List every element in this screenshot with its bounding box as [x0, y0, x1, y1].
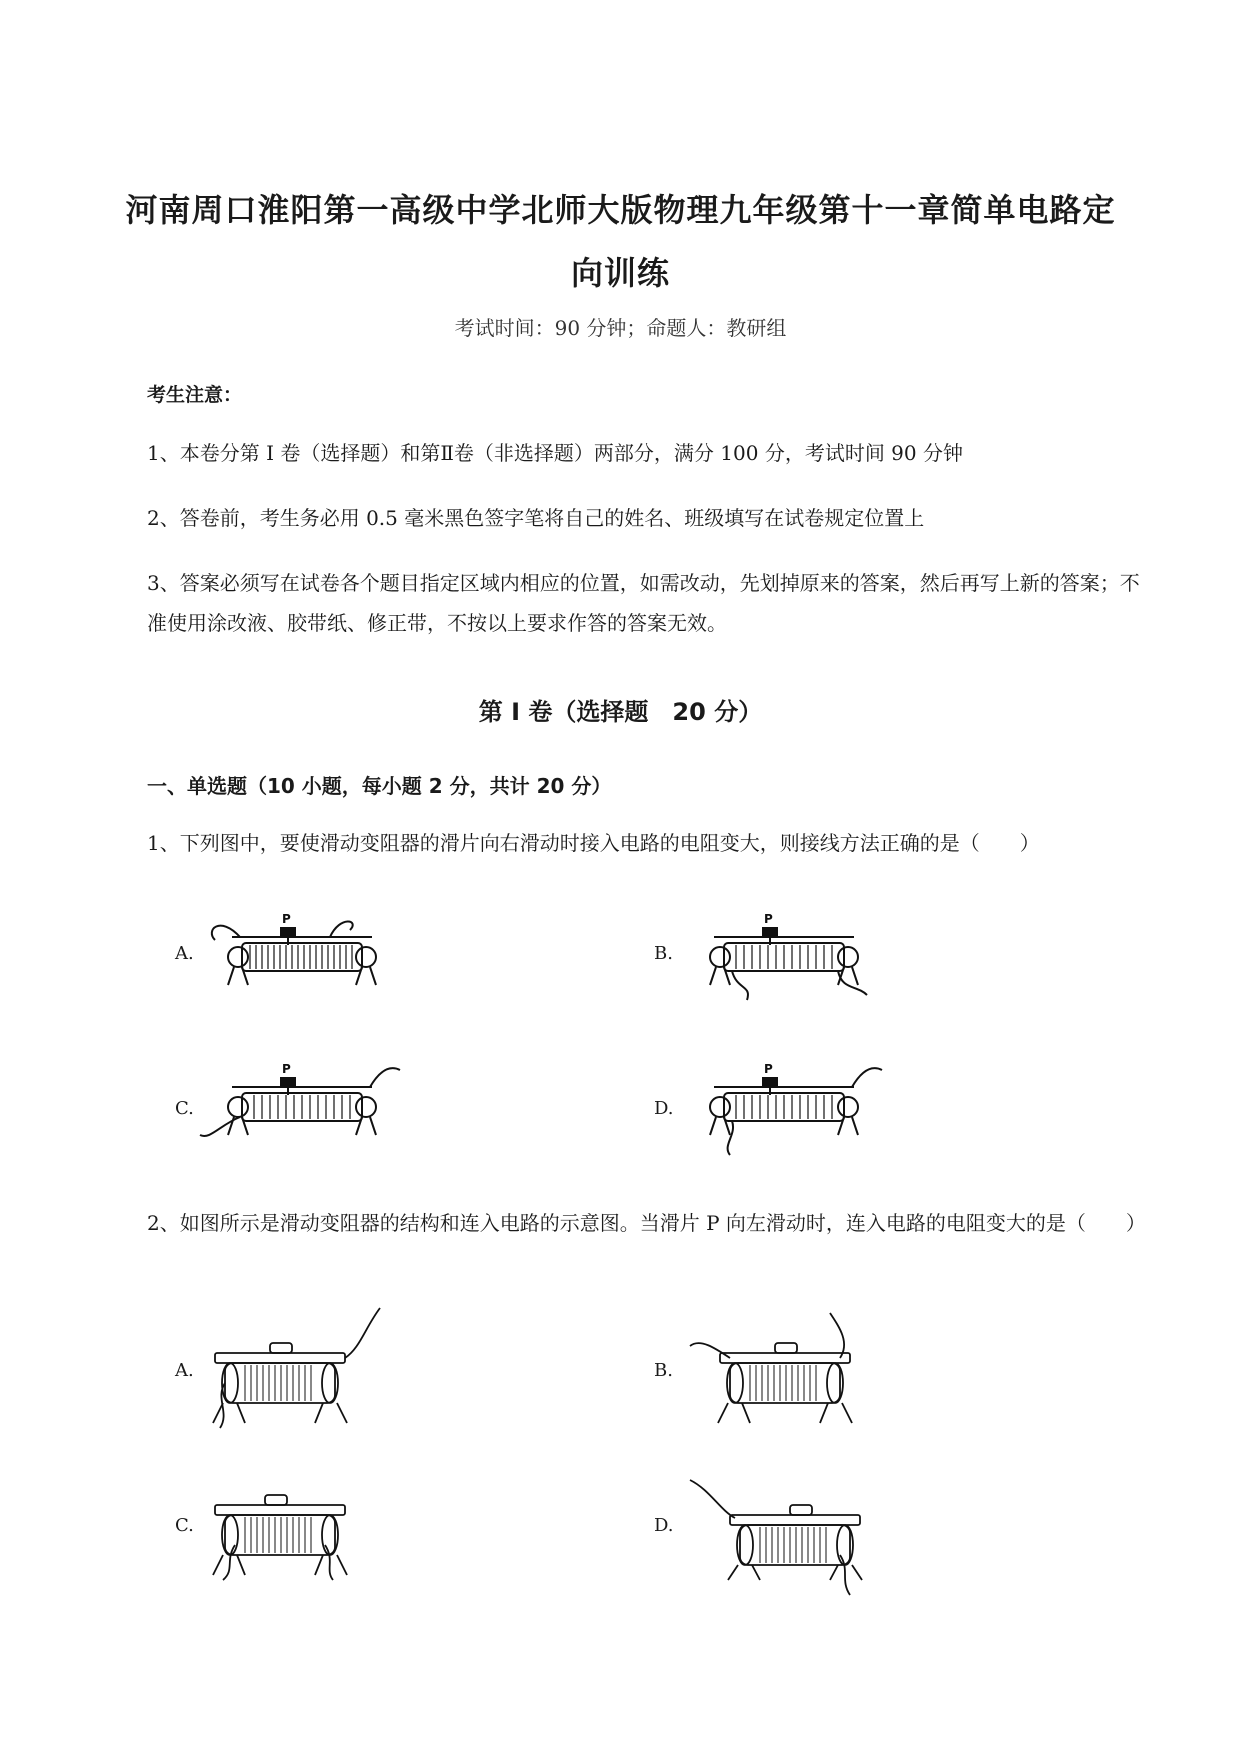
q2-option-c-label: C. [175, 1515, 194, 1536]
notice-item-3: 3、答案必须写在试卷各个题目指定区域内相应的位置，如需改动，先划掉原来的答案，然后再写上新的答案；不准使用涂改液、胶带纸、修正带，不按以上要求作答的答案无效。 [147, 571, 1140, 635]
section-title: 第 I 卷（选择题 20 分） [478, 698, 763, 726]
q1-option-c-diagram [210, 1055, 410, 1155]
notice-heading: 考生注意： [147, 384, 243, 406]
q1-a-slider-label: P [282, 912, 291, 926]
q2-option-c-diagram [205, 1470, 405, 1580]
exam-subtitle: 考试时间：90 分钟；命题人：教研组 [454, 316, 787, 340]
q2-option-d-label: D. [654, 1515, 674, 1536]
q1-option-b-label: B. [654, 943, 673, 964]
q1-d-slider-label: P [764, 1062, 773, 1076]
page-title-line2: 向训练 [570, 254, 670, 292]
q2-option-b-label: B. [654, 1360, 673, 1381]
q1-option-a-diagram [210, 905, 410, 1005]
q2-option-a-label: A. [175, 1360, 194, 1381]
q2-option-a-diagram [205, 1318, 405, 1428]
part-title: 一、单选题（10 小题，每小题 2 分，共计 20 分） [147, 774, 612, 798]
question-2-text: 2、如图所示是滑动变阻器的结构和连入电路的示意图。当滑片 P 向左滑动时，连入电路的电阻变大的是（ ） [147, 1211, 1146, 1235]
notice-item-2: 2、答卷前，考生务必用 0.5 毫米黑色签字笔将自己的姓名、班级填写在试卷规定位置上 [147, 506, 925, 530]
q1-c-slider-label: P [282, 1062, 291, 1076]
q1-b-slider-label: P [764, 912, 773, 926]
notice-item-1: 1、本卷分第 I 卷（选择题）和第Ⅱ卷（非选择题）两部分，满分 100 分，考试时间 90 分钟 [147, 441, 963, 465]
q1-option-d-label: D. [654, 1098, 674, 1119]
q1-option-b-diagram [692, 905, 892, 1005]
q1-option-c-label: C. [175, 1098, 194, 1119]
page-title-line1: 河南周口淮阳第一高级中学北师大版物理九年级第十一章简单电路定 [125, 191, 1116, 229]
q2-option-b-diagram [690, 1318, 890, 1428]
q2-option-d-diagram [690, 1470, 890, 1580]
q1-option-d-diagram [692, 1055, 892, 1155]
question-1-text: 1、下列图中，要使滑动变阻器的滑片向右滑动时接入电路的电阻变大，则接线方法正确的是（ ） [147, 831, 1040, 855]
q1-option-a-label: A. [175, 943, 194, 964]
